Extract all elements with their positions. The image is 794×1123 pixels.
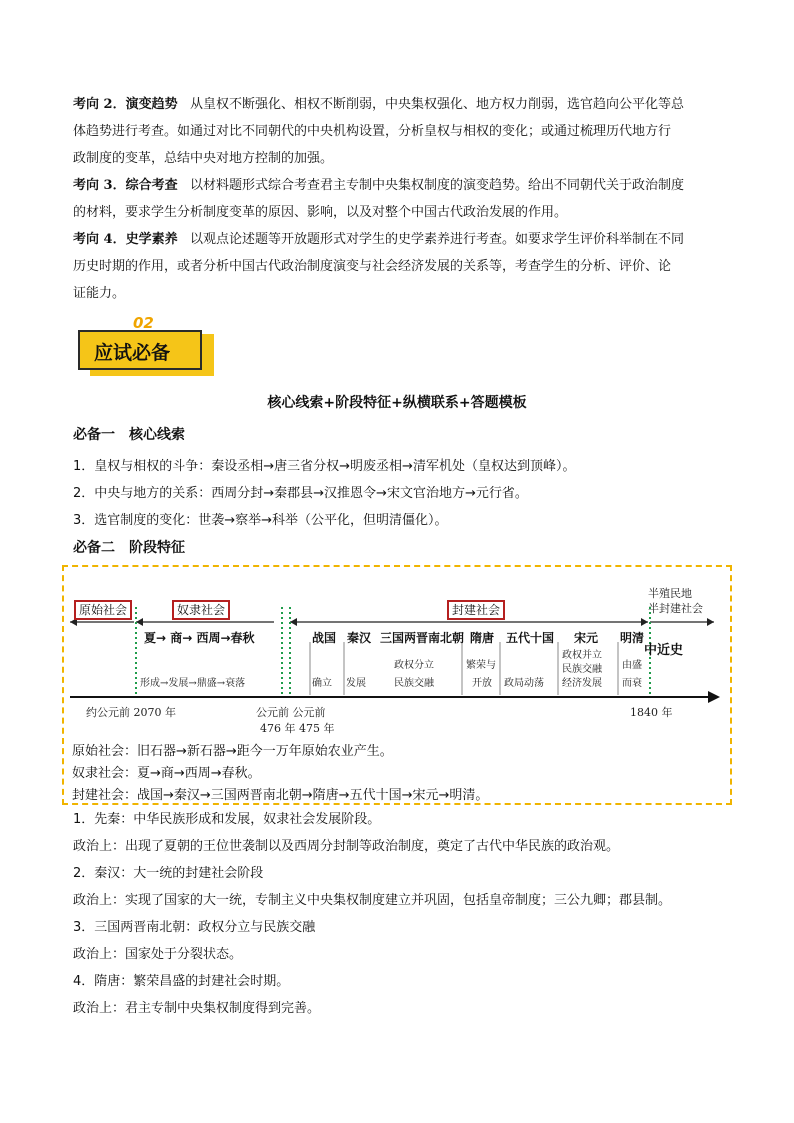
kaoxiang-4-line: 历史时期的作用，或者分析中国古代政治制度演变与社会经济发展的关系等，考查学生的分析、评价、论 <box>73 259 672 274</box>
page-subtitle: 核心线索+阶段特征+纵横联系+答题模板 <box>267 395 527 411</box>
section2-title: 必备二 阶段特征 <box>73 540 185 556</box>
era-songyuan: 宋元 <box>574 631 599 645</box>
clue-item: 1．皇权与相权的斗争：秦设丞相→唐三省分权→明废丞相→清军机处（皇权达到顶峰）。 <box>73 459 576 474</box>
badge-box <box>78 330 202 370</box>
stage-songyuan-2: 民族交融 <box>562 664 602 675</box>
stage-mingqing-2: 而衰 <box>622 678 642 689</box>
stage-suitang-1: 繁荣与 <box>466 660 496 671</box>
clue-item: 2．中央与地方的关系：西周分封→秦郡县→汉推恩令→宋文官治地方→元行省。 <box>73 486 528 501</box>
stage-fazhan: 发展 <box>346 678 366 689</box>
era-suitang: 隋唐 <box>470 631 495 645</box>
kaoxiang-2-line: 从皇权不断强化、相权不断削弱，中央集权强化、地方权力削弱，选官趋向公平化等总 <box>189 97 684 112</box>
box-slave: 奴隶社会 <box>172 600 230 620</box>
slave-eras: 夏→ 商→ 西周→春秋 <box>144 631 255 645</box>
stage-politics: 政治上：实现了国家的大一统，专制主义中央集权制度建立并巩固，包括皇帝制度；三公九卿；郡县制。 <box>73 893 672 908</box>
kaoxiang-3-line: 的材料，要求学生分析制度变革的原因、影响，以及对整个中国古代政治发展的作用。 <box>73 205 568 220</box>
stage-songyuan-1: 政权并立 <box>562 650 602 661</box>
kaoxiang-3-label: 考向 3．综合考查 <box>73 178 178 193</box>
kaoxiang-4 <box>73 226 723 307</box>
era-sanguo: 三国两晋南北朝 <box>380 631 465 645</box>
axis-label-start: 约公元前 2070 年 <box>86 706 176 719</box>
kaoxiang-4-label: 考向 4．史学素养 <box>73 232 178 247</box>
badge-title: 应试必备 <box>94 342 171 364</box>
axis-label-end: 1840 年 <box>630 706 673 719</box>
stage-politics: 政治上：出现了夏朝的王位世袭制以及西周分封制等政治制度，奠定了古代中华民族的政治观。 <box>73 839 620 854</box>
badge-number: 02 <box>133 314 154 332</box>
kaoxiang-2-label: 考向 2．演变趋势 <box>73 97 178 112</box>
axis-label-mid2: 476 年 475 年 <box>260 722 335 735</box>
stage-mingqing-1: 由盛 <box>622 660 642 671</box>
stage-wudai: 政局动荡 <box>504 678 544 689</box>
arrow-left-icon <box>136 618 143 626</box>
arrow-left-icon <box>290 618 297 626</box>
stage-politics: 政治上：国家处于分裂状态。 <box>73 947 243 962</box>
stage-sanguo-2: 民族交融 <box>394 678 434 689</box>
stage-songyuan-3: 经济发展 <box>562 678 602 689</box>
arrow-right-icon <box>707 618 714 626</box>
stage-heading: 3．三国两晋南北朝：政权分立与民族交融 <box>73 920 316 935</box>
timeline-row-primitive: 原始社会：旧石器→新石器→距今一万年原始农业产生。 <box>72 744 393 759</box>
box-primitive: 原始社会 <box>74 600 132 620</box>
stage-queli: 确立 <box>312 678 332 689</box>
axis-arrow-icon <box>708 691 720 703</box>
modern-label-2: 半封建社会 <box>648 602 703 615</box>
section1-title: 必备一 核心线索 <box>73 427 185 443</box>
stage-heading: 4．隋唐：繁荣昌盛的封建社会时期。 <box>73 974 290 989</box>
era-qinhan: 秦汉 <box>347 631 372 645</box>
box-feudal: 封建社会 <box>447 600 505 620</box>
slave-stage: 形成→发展→鼎盛→衰落 <box>140 678 246 689</box>
era-mingqing: 明清 <box>620 631 645 645</box>
kaoxiang-4-line: 以观点论述题等开放题形式对学生的史学素养进行考查。如要求学生评价科举制在不同 <box>189 232 684 247</box>
stage-heading: 1．先秦：中华民族形成和发展，奴隶社会发展阶段。 <box>73 812 381 827</box>
timeline-box <box>62 565 732 805</box>
era-wudai: 五代十国 <box>506 631 555 645</box>
stage-politics: 政治上：君主专制中央集权制度得到完善。 <box>73 1001 321 1016</box>
section-badge <box>78 314 216 378</box>
kaoxiang-3-line: 以材料题形式综合考查君主专制中央集权制度的演变趋势。给出不同朝代关于政治制度 <box>189 178 684 193</box>
timeline-row-slave: 奴隶社会：夏→商→西周→春秋。 <box>72 766 261 781</box>
era-modern: 中近史 <box>644 643 684 658</box>
era-warring: 战国 <box>312 631 337 645</box>
axis-label-mid1: 公元前 公元前 <box>256 706 326 719</box>
modern-label-1: 半殖民地 <box>648 587 692 600</box>
arrow-right-icon <box>641 618 648 626</box>
kaoxiang-2-line: 政制度的变革，总结中央对地方控制的加强。 <box>73 151 334 166</box>
clue-item: 3．选官制度的变化：世袭→察举→科举（公平化，但明清僵化）。 <box>73 513 448 528</box>
kaoxiang-3 <box>73 172 723 226</box>
kaoxiang-2-line: 体趋势进行考查。如通过对比不同朝代的中央机构设置，分析皇权与相权的变化；或通过梳理历代地方行 <box>73 124 672 139</box>
stage-heading: 2．秦汉：大一统的封建社会阶段 <box>73 866 264 881</box>
stage-suitang-2: 开放 <box>472 678 492 689</box>
kaoxiang-4-line: 证能力。 <box>73 286 126 301</box>
timeline-row-feudal: 封建社会：战国→秦汉→三国两晋南北朝→隋唐→五代十国→宋元→明清。 <box>72 788 489 803</box>
kaoxiang-2 <box>73 91 723 172</box>
stage-sanguo-1: 政权分立 <box>394 660 434 671</box>
